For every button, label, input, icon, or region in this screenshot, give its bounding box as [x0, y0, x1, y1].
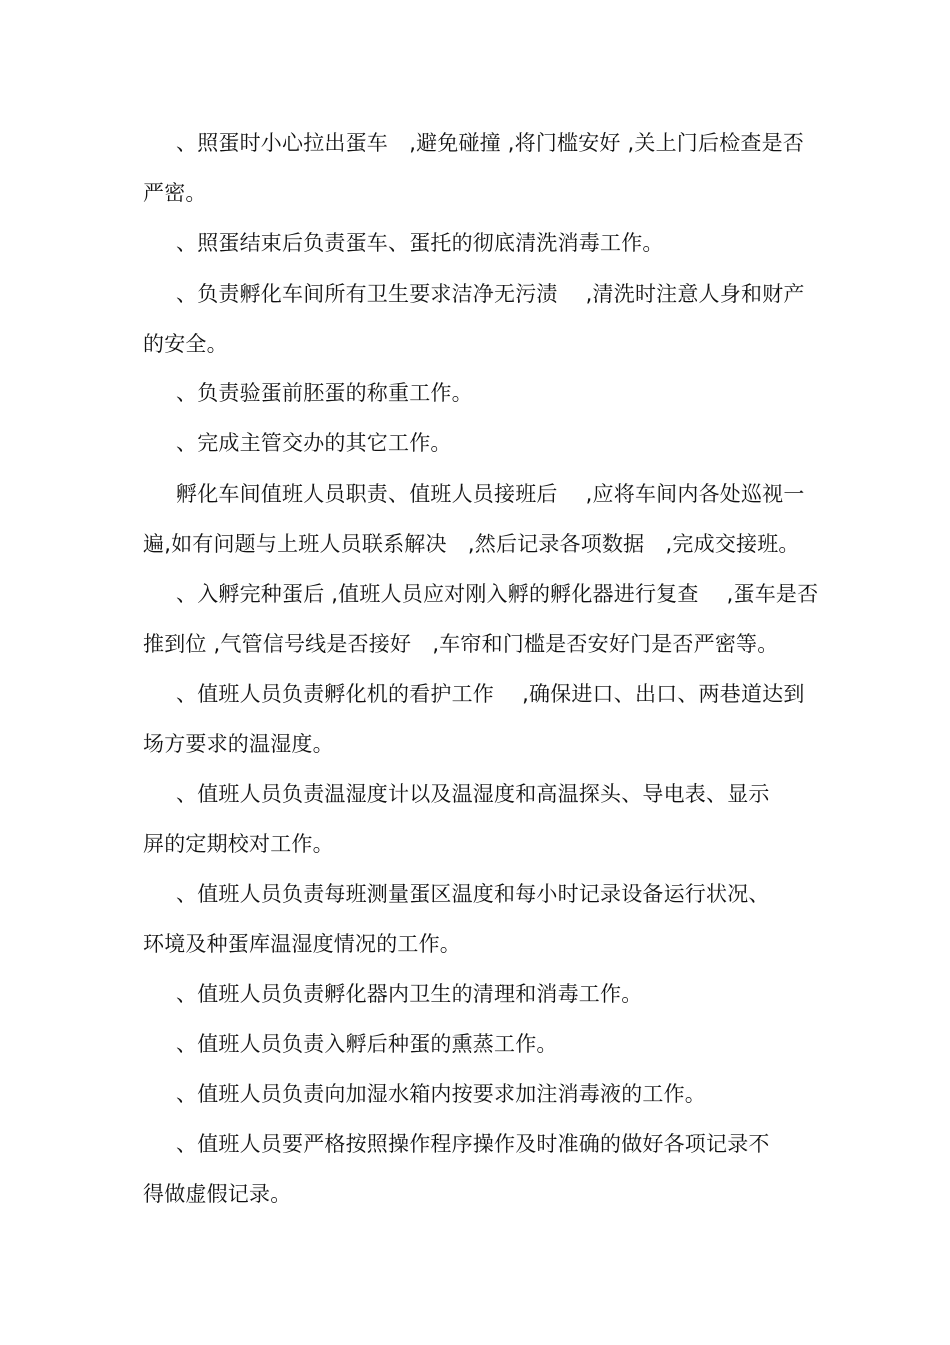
text-line: 、值班人员负责孵化器内卫生的清理和消毒工作。	[176, 982, 643, 1006]
text-line: 、值班人员负责温湿度计以及温湿度和高温探头、导电表、显示	[176, 782, 770, 806]
text-line: 、照蛋结束后负责蛋车、蛋托的彻底清洗消毒工作。	[176, 231, 664, 255]
text-line: 、完成主管交办的其它工作。	[176, 431, 452, 455]
text-line: 环境及种蛋库温湿度情况的工作。	[143, 932, 461, 956]
text-line: 场方要求的温湿度。	[143, 732, 334, 756]
text-line: 的安全。	[143, 332, 228, 356]
text-line: 、负责孵化车间所有卫生要求洁净无污渍 ,清洗时注意人身和财产	[176, 282, 805, 306]
text-line: 、值班人员负责入孵后种蛋的熏蒸工作。	[176, 1032, 558, 1056]
text-line: 、照蛋时小心拉出蛋车 ,避免碰撞 ,将门槛安好 ,关上门后检查是否	[176, 131, 804, 155]
text-line: 、入孵完种蛋后 ,值班人员应对刚入孵的孵化器进行复查 ,蛋车是否	[176, 582, 819, 606]
text-line: 推到位 ,气管信号线是否接好 ,车帘和门槛是否安好门是否严密等。	[143, 632, 779, 656]
text-line: 严密。	[143, 181, 207, 205]
text-line: 得做虚假记录。	[143, 1182, 292, 1206]
text-line: 屏的定期校对工作。	[143, 832, 334, 856]
text-line: 、值班人员负责向加湿水箱内按要求加注消毒液的工作。	[176, 1082, 706, 1106]
text-line: 遍,如有问题与上班人员联系解决 ,然后记录各项数据 ,完成交接班。	[143, 532, 800, 556]
text-line: 、值班人员负责孵化机的看护工作 ,确保进口、出口、两巷道达到	[176, 682, 805, 706]
text-line: 、负责验蛋前胚蛋的称重工作。	[176, 381, 473, 405]
text-line: 、值班人员要严格按照操作程序操作及时准确的做好各项记录不	[176, 1132, 770, 1156]
text-line: 、值班人员负责每班测量蛋区温度和每小时记录设备运行状况、	[176, 882, 770, 906]
text-line: 孵化车间值班人员职责、值班人员接班后 ,应将车间内各处巡视一	[176, 482, 805, 506]
